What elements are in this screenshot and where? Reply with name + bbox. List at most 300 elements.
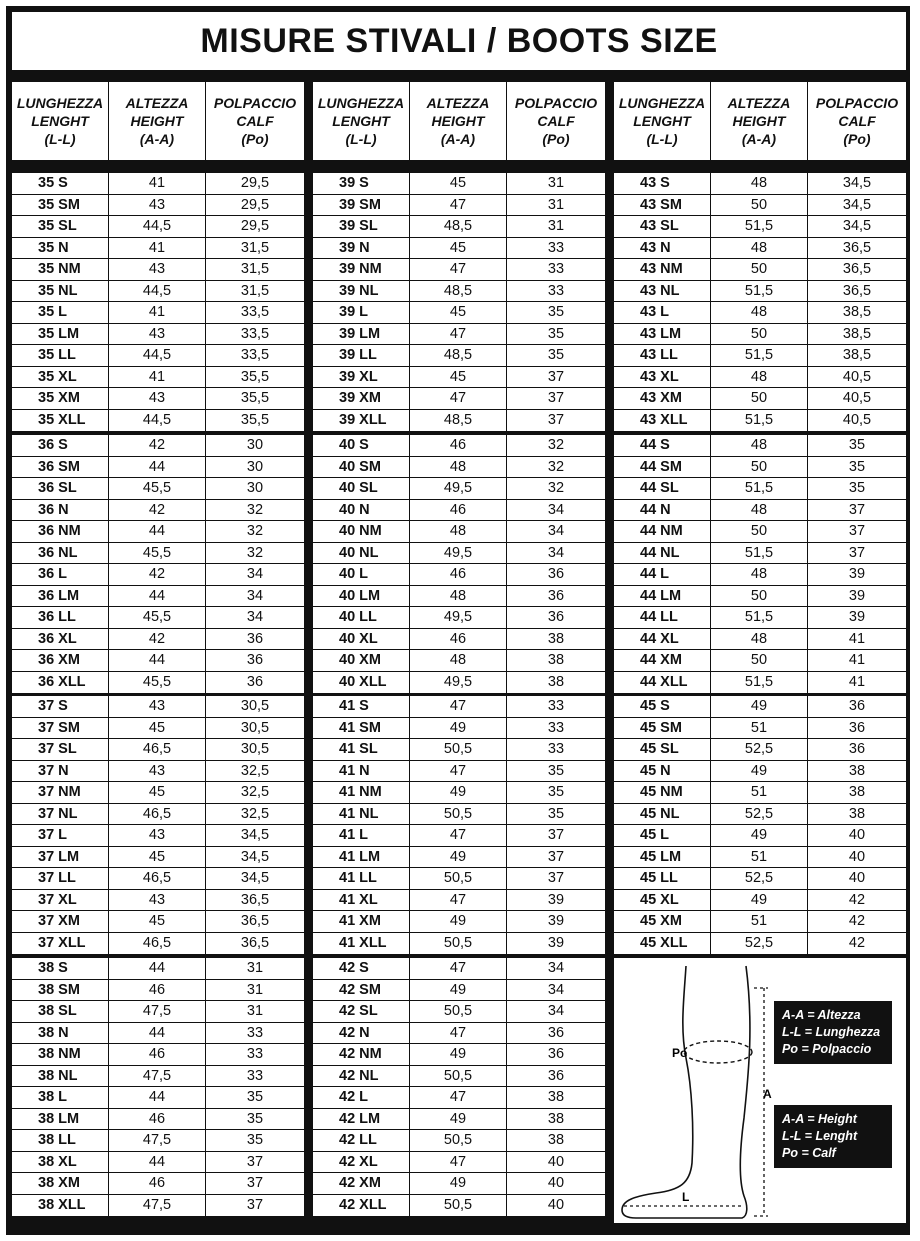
table-row xyxy=(12,847,304,869)
table-row xyxy=(12,500,304,522)
height-cell: 43 xyxy=(109,324,206,345)
height-cell: 45,5 xyxy=(109,607,206,628)
size-cell: 39 L xyxy=(313,302,410,323)
table-row xyxy=(12,1044,304,1066)
calf-cell: 36 xyxy=(246,652,264,669)
table-row xyxy=(12,173,304,195)
table-row xyxy=(313,739,605,761)
table-row xyxy=(313,367,605,389)
legend-english: A-A = Height L-L = Lenght Po = Calf xyxy=(774,1105,892,1168)
size-cell: 36 XL xyxy=(12,629,109,650)
table-row xyxy=(614,782,906,804)
page-title: MISURE STIVALI / BOOTS SIZE xyxy=(12,12,906,70)
table-row xyxy=(12,195,304,217)
calf-cell: 35 xyxy=(848,480,866,497)
table-row xyxy=(313,629,605,651)
height-cell: 45,5 xyxy=(109,672,206,694)
size-cell: 38 N xyxy=(12,1023,109,1044)
column-header xyxy=(313,82,605,160)
size-cell: 35 XL xyxy=(12,367,109,388)
height-cell: 50,5 xyxy=(410,933,507,955)
table-row xyxy=(12,804,304,826)
table-row xyxy=(12,1066,304,1088)
size-cell: 41 N xyxy=(313,761,410,782)
size-cell: 35 S xyxy=(12,173,109,194)
size-cell: 45 NL xyxy=(614,804,711,825)
size-cell: 42 SL xyxy=(313,1001,410,1022)
table-row xyxy=(12,388,304,410)
height-cell: 51 xyxy=(711,718,808,739)
table-row xyxy=(614,672,906,694)
height-cell: 47 xyxy=(410,761,507,782)
calf-cell: 34,5 xyxy=(842,218,872,235)
header-calf: POLPACCIO CALF (Po) xyxy=(213,95,297,147)
size-cell: 41 NM xyxy=(313,782,410,803)
calf-cell: 32 xyxy=(246,523,264,540)
calf-cell: 38,5 xyxy=(842,325,872,342)
calf-cell: 40 xyxy=(547,1175,565,1192)
height-cell: 46 xyxy=(109,980,206,1001)
size-cell: 44 NL xyxy=(614,543,711,564)
calf-cell: 30 xyxy=(246,458,264,475)
calf-cell: 32 xyxy=(246,501,264,518)
calf-cell: 34 xyxy=(547,960,565,977)
table-row xyxy=(313,1001,605,1023)
size-cell: 40 LL xyxy=(313,607,410,628)
table-row xyxy=(313,435,605,457)
size-cell: 43 L xyxy=(614,302,711,323)
height-cell: 45 xyxy=(109,782,206,803)
size-group-35 xyxy=(12,173,304,431)
height-cell: 52,5 xyxy=(711,933,808,955)
height-cell: 51,5 xyxy=(711,607,808,628)
table-row xyxy=(12,1152,304,1174)
header-height: ALTEZZA HEIGHT (A-A) xyxy=(109,82,206,160)
calf-cell: 40 xyxy=(848,870,866,887)
table-column-1 xyxy=(12,82,304,1214)
table-row xyxy=(614,259,906,281)
size-cell: 35 XLL xyxy=(12,410,109,432)
calf-measure-ellipse xyxy=(684,1041,752,1063)
calf-cell: 30,5 xyxy=(240,719,270,736)
table-row xyxy=(614,216,906,238)
table-row xyxy=(313,478,605,500)
size-cell: 45 S xyxy=(614,696,711,717)
table-row xyxy=(12,1109,304,1131)
table-row xyxy=(12,1023,304,1045)
size-cell: 36 L xyxy=(12,564,109,585)
calf-cell: 38 xyxy=(848,762,866,779)
size-cell: 41 LL xyxy=(313,868,410,889)
table-row xyxy=(313,324,605,346)
height-cell: 49 xyxy=(410,782,507,803)
calf-cell: 37 xyxy=(547,412,565,429)
table-row xyxy=(313,1066,605,1088)
calf-cell: 40 xyxy=(547,1197,565,1214)
table-row xyxy=(313,1195,605,1217)
height-cell: 47 xyxy=(410,890,507,911)
calf-cell: 34 xyxy=(547,523,565,540)
size-cell: 44 L xyxy=(614,564,711,585)
height-cell: 51 xyxy=(711,782,808,803)
size-cell: 36 SM xyxy=(12,457,109,478)
calf-cell: 42 xyxy=(848,935,866,952)
calf-cell: 41 xyxy=(848,652,866,669)
table-row xyxy=(313,388,605,410)
table-row xyxy=(12,958,304,980)
calf-cell: 35,5 xyxy=(240,390,270,407)
size-cell: 44 LL xyxy=(614,607,711,628)
calf-cell: 36,5 xyxy=(240,913,270,930)
table-row xyxy=(313,672,605,694)
table-row xyxy=(12,890,304,912)
table-row xyxy=(12,216,304,238)
table-row xyxy=(313,607,605,629)
calf-cell: 33,5 xyxy=(240,325,270,342)
height-cell: 43 xyxy=(109,761,206,782)
height-cell: 45 xyxy=(109,847,206,868)
calf-cell: 39 xyxy=(547,913,565,930)
size-cell: 35 SL xyxy=(12,216,109,237)
table-row xyxy=(313,825,605,847)
size-cell: 37 XL xyxy=(12,890,109,911)
size-group-42 xyxy=(313,958,605,1216)
table-row xyxy=(12,521,304,543)
table-row xyxy=(313,345,605,367)
size-cell: 40 SL xyxy=(313,478,410,499)
table-row xyxy=(313,543,605,565)
calf-cell: 35 xyxy=(848,458,866,475)
size-cell: 37 NL xyxy=(12,804,109,825)
table-row xyxy=(614,367,906,389)
table-row xyxy=(313,1087,605,1109)
table-row xyxy=(313,1130,605,1152)
calf-cell: 36,5 xyxy=(240,891,270,908)
header-calf: POLPACCIO CALF (Po) xyxy=(815,95,899,147)
calf-cell: 30 xyxy=(246,437,264,454)
size-cell: 43 XL xyxy=(614,367,711,388)
size-cell: 45 XL xyxy=(614,890,711,911)
size-cell: 42 NM xyxy=(313,1044,410,1065)
height-cell: 49 xyxy=(410,911,507,932)
calf-cell: 36,5 xyxy=(842,261,872,278)
calf-cell: 34,5 xyxy=(240,870,270,887)
table-row xyxy=(313,1173,605,1195)
height-cell: 46,5 xyxy=(109,933,206,955)
calf-cell: 32 xyxy=(547,458,565,475)
height-cell: 48 xyxy=(711,629,808,650)
table-row xyxy=(313,911,605,933)
height-cell: 41 xyxy=(109,173,206,194)
calf-cell: 37 xyxy=(547,870,565,887)
height-cell: 41 xyxy=(109,302,206,323)
height-cell: 44 xyxy=(109,1087,206,1108)
calf-cell: 37 xyxy=(547,848,565,865)
height-cell: 51,5 xyxy=(711,410,808,432)
calf-cell: 37 xyxy=(547,390,565,407)
size-cell: 41 LM xyxy=(313,847,410,868)
height-cell: 50 xyxy=(711,650,808,671)
size-cell: 41 SL xyxy=(313,739,410,760)
calf-cell: 36 xyxy=(547,1067,565,1084)
height-cell: 49 xyxy=(711,890,808,911)
size-cell: 37 LL xyxy=(12,868,109,889)
height-cell: 50 xyxy=(711,324,808,345)
size-cell: 42 LL xyxy=(313,1130,410,1151)
size-cell: 43 NL xyxy=(614,281,711,302)
height-cell: 48,5 xyxy=(410,281,507,302)
table-row xyxy=(313,718,605,740)
height-cell: 46,5 xyxy=(109,868,206,889)
calf-cell: 36 xyxy=(246,630,264,647)
table-row xyxy=(12,868,304,890)
size-group-43 xyxy=(614,173,906,431)
size-group-36 xyxy=(12,435,304,693)
calf-cell: 41 xyxy=(848,674,866,691)
height-cell: 44 xyxy=(109,958,206,979)
size-cell: 40 NL xyxy=(313,543,410,564)
boot-diagram xyxy=(614,958,906,1223)
calf-cell: 36,5 xyxy=(842,282,872,299)
calf-cell: 39 xyxy=(547,891,565,908)
size-cell: 43 XLL xyxy=(614,410,711,432)
size-cell: 42 L xyxy=(313,1087,410,1108)
calf-cell: 37 xyxy=(848,501,866,518)
height-cell: 44,5 xyxy=(109,216,206,237)
table-row xyxy=(313,933,605,955)
height-cell: 46 xyxy=(410,435,507,456)
calf-cell: 29,5 xyxy=(240,175,270,192)
calf-cell: 31 xyxy=(246,981,264,998)
calf-cell: 33,5 xyxy=(240,347,270,364)
calf-cell: 37 xyxy=(848,544,866,561)
table-row xyxy=(313,782,605,804)
height-cell: 43 xyxy=(109,195,206,216)
size-cell: 36 SL xyxy=(12,478,109,499)
height-cell: 44,5 xyxy=(109,410,206,432)
size-cell: 42 S xyxy=(313,958,410,979)
height-cell: 47 xyxy=(410,195,507,216)
table-row xyxy=(614,911,906,933)
height-cell: 48 xyxy=(410,650,507,671)
size-cell: 44 XM xyxy=(614,650,711,671)
calf-cell: 40,5 xyxy=(842,412,872,429)
size-cell: 38 S xyxy=(12,958,109,979)
table-row xyxy=(614,847,906,869)
table-row xyxy=(313,1044,605,1066)
table-row xyxy=(614,804,906,826)
calf-cell: 31,5 xyxy=(240,239,270,256)
table-row xyxy=(12,1195,304,1217)
table-row xyxy=(313,980,605,1002)
table-row xyxy=(12,1173,304,1195)
size-cell: 42 XL xyxy=(313,1152,410,1173)
table-row xyxy=(614,543,906,565)
table-row xyxy=(12,761,304,783)
size-cell: 44 S xyxy=(614,435,711,456)
size-cell: 37 L xyxy=(12,825,109,846)
size-cell: 44 N xyxy=(614,500,711,521)
size-cell: 40 XL xyxy=(313,629,410,650)
size-cell: 39 XLL xyxy=(313,410,410,432)
height-cell: 47,5 xyxy=(109,1130,206,1151)
height-cell: 41 xyxy=(109,238,206,259)
table-row xyxy=(614,324,906,346)
table-row xyxy=(313,564,605,586)
calf-cell: 33 xyxy=(547,698,565,715)
size-cell: 38 XLL xyxy=(12,1195,109,1217)
size-cell: 39 LM xyxy=(313,324,410,345)
height-cell: 47 xyxy=(410,1152,507,1173)
table-row xyxy=(12,478,304,500)
calf-cell: 39 xyxy=(848,566,866,583)
height-cell: 44 xyxy=(109,457,206,478)
size-cell: 37 SL xyxy=(12,739,109,760)
height-label: A xyxy=(763,1087,772,1101)
calf-label: Po xyxy=(672,1046,688,1060)
table-row xyxy=(614,410,906,432)
height-cell: 50 xyxy=(711,521,808,542)
height-cell: 48 xyxy=(711,500,808,521)
calf-cell: 36 xyxy=(547,1046,565,1063)
calf-cell: 37 xyxy=(246,1175,264,1192)
calf-cell: 33 xyxy=(246,1067,264,1084)
calf-cell: 38 xyxy=(547,1132,565,1149)
height-cell: 42 xyxy=(109,629,206,650)
table-row xyxy=(313,410,605,432)
calf-cell: 35 xyxy=(246,1089,264,1106)
height-cell: 50 xyxy=(711,259,808,280)
column-header xyxy=(614,82,906,160)
height-cell: 43 xyxy=(109,890,206,911)
size-cell: 45 XM xyxy=(614,911,711,932)
calf-cell: 35 xyxy=(547,325,565,342)
height-cell: 49 xyxy=(410,847,507,868)
table-row xyxy=(614,933,906,955)
table-row xyxy=(614,302,906,324)
size-cell: 37 LM xyxy=(12,847,109,868)
table-row xyxy=(614,388,906,410)
size-cell: 40 XM xyxy=(313,650,410,671)
table-row xyxy=(313,500,605,522)
table-row xyxy=(614,607,906,629)
calf-cell: 36,5 xyxy=(240,935,270,952)
table-row xyxy=(12,739,304,761)
size-cell: 38 L xyxy=(12,1087,109,1108)
size-cell: 43 SM xyxy=(614,195,711,216)
table-row xyxy=(614,195,906,217)
height-cell: 47,5 xyxy=(109,1195,206,1217)
table-row xyxy=(12,435,304,457)
table-row xyxy=(614,281,906,303)
height-cell: 49,5 xyxy=(410,543,507,564)
size-cell: 40 S xyxy=(313,435,410,456)
height-cell: 44,5 xyxy=(109,281,206,302)
table-row xyxy=(12,238,304,260)
size-cell: 38 SL xyxy=(12,1001,109,1022)
height-cell: 49 xyxy=(711,761,808,782)
calf-cell: 31 xyxy=(547,196,565,213)
height-cell: 46 xyxy=(109,1173,206,1194)
height-cell: 50,5 xyxy=(410,804,507,825)
size-cell: 45 SM xyxy=(614,718,711,739)
table-row xyxy=(313,868,605,890)
height-cell: 45 xyxy=(410,173,507,194)
table-row xyxy=(614,586,906,608)
height-cell: 51 xyxy=(711,911,808,932)
height-cell: 47 xyxy=(410,259,507,280)
table-row xyxy=(614,761,906,783)
table-row xyxy=(12,324,304,346)
calf-cell: 35 xyxy=(246,1110,264,1127)
table-row xyxy=(12,933,304,955)
table-row xyxy=(614,238,906,260)
calf-cell: 33 xyxy=(246,1024,264,1041)
table-row xyxy=(614,500,906,522)
calf-cell: 34 xyxy=(547,501,565,518)
calf-cell: 36 xyxy=(246,674,264,691)
calf-cell: 39 xyxy=(547,935,565,952)
size-cell: 43 LL xyxy=(614,345,711,366)
height-cell: 48 xyxy=(711,564,808,585)
height-cell: 43 xyxy=(109,259,206,280)
table-row xyxy=(12,782,304,804)
table-column-3 xyxy=(614,82,906,952)
height-cell: 49 xyxy=(410,1109,507,1130)
calf-cell: 38 xyxy=(547,674,565,691)
table-row xyxy=(313,173,605,195)
size-cell: 36 S xyxy=(12,435,109,456)
calf-cell: 32,5 xyxy=(240,805,270,822)
calf-cell: 36 xyxy=(848,741,866,758)
legend-italian: A-A = Altezza L-L = Lunghezza Po = Polpaccio xyxy=(774,1001,892,1064)
table-row xyxy=(12,259,304,281)
calf-cell: 30 xyxy=(246,480,264,497)
header-height: ALTEZZA HEIGHT (A-A) xyxy=(711,82,808,160)
calf-cell: 35 xyxy=(848,437,866,454)
size-cell: 43 NM xyxy=(614,259,711,280)
size-cell: 42 SM xyxy=(313,980,410,1001)
size-cell: 39 SM xyxy=(313,195,410,216)
size-cell: 41 S xyxy=(313,696,410,717)
size-cell: 44 XLL xyxy=(614,672,711,694)
height-cell: 49 xyxy=(711,696,808,717)
height-cell: 50,5 xyxy=(410,739,507,760)
size-group-37 xyxy=(12,696,304,954)
height-cell: 48 xyxy=(410,457,507,478)
size-cell: 45 XLL xyxy=(614,933,711,955)
height-cell: 48 xyxy=(711,435,808,456)
size-cell: 38 NM xyxy=(12,1044,109,1065)
table-row xyxy=(614,564,906,586)
calf-cell: 36 xyxy=(547,1024,565,1041)
table-row xyxy=(313,761,605,783)
table-row xyxy=(313,804,605,826)
legend-panel xyxy=(614,958,906,1223)
height-cell: 52,5 xyxy=(711,739,808,760)
calf-cell: 35 xyxy=(246,1132,264,1149)
calf-cell: 31 xyxy=(547,218,565,235)
size-cell: 41 SM xyxy=(313,718,410,739)
height-cell: 51,5 xyxy=(711,543,808,564)
height-cell: 46 xyxy=(410,564,507,585)
table-row xyxy=(313,890,605,912)
table-row xyxy=(614,718,906,740)
height-cell: 51,5 xyxy=(711,281,808,302)
height-cell: 51,5 xyxy=(711,216,808,237)
size-cell: 38 LL xyxy=(12,1130,109,1151)
height-cell: 43 xyxy=(109,388,206,409)
